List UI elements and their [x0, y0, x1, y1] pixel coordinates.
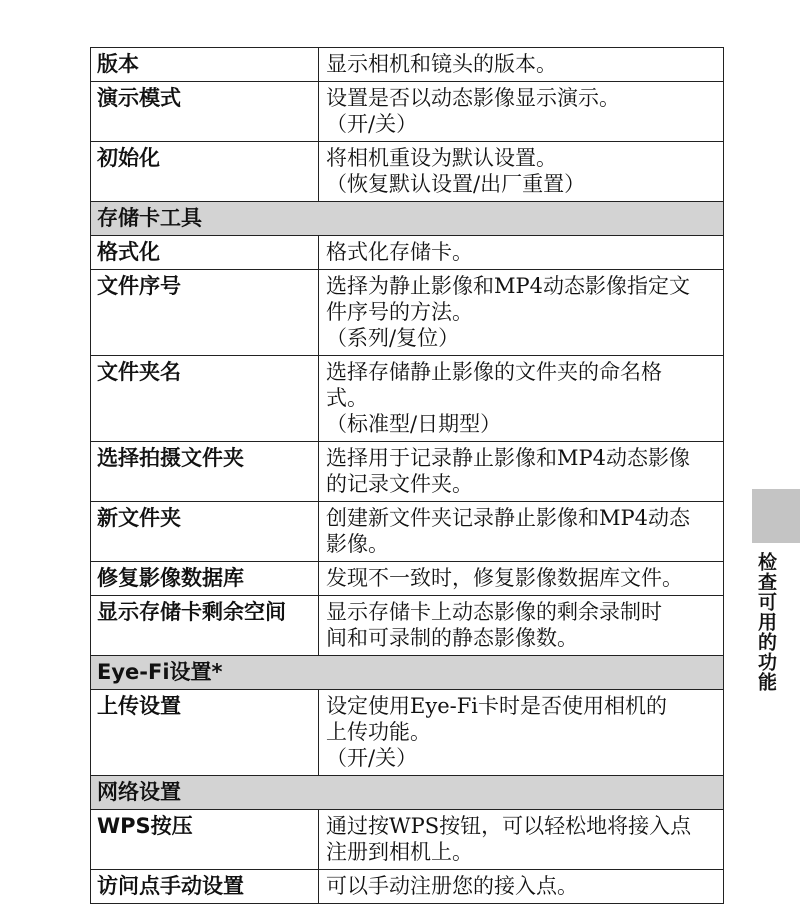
description-line: （恢复默认设置/出厂重置）	[326, 172, 586, 196]
section-title: Eye-Fi设置*	[91, 656, 724, 690]
setting-name: 初始化	[91, 142, 319, 202]
setting-description	[319, 596, 724, 656]
setting-row	[91, 442, 724, 502]
description-line: 创建新文件夹记录静止影像和MP4动态	[326, 506, 690, 530]
setting-description	[319, 562, 724, 596]
setting-name: 版本	[91, 48, 319, 82]
description-line: 通过按WPS按钮，可以轻松地将接入点	[326, 814, 692, 838]
description-line: 选择用于记录静止影像和MP4动态影像	[326, 446, 690, 470]
setting-description	[319, 48, 724, 82]
setting-description	[319, 82, 724, 142]
setting-row	[91, 690, 724, 776]
setting-description	[319, 810, 724, 870]
setting-name: 上传设置	[91, 690, 319, 776]
description-line: 选择为静止影像和MP4动态影像指定文	[326, 274, 690, 298]
description-line: （开/关）	[326, 112, 418, 136]
setting-description	[319, 502, 724, 562]
setting-name: 选择拍摄文件夹	[91, 442, 319, 502]
setting-name: 格式化	[91, 236, 319, 270]
setting-row	[91, 236, 724, 270]
description-line: （标准型/日期型）	[326, 412, 502, 436]
setting-name: 文件夹名	[91, 356, 319, 442]
description-line: 上传功能。	[326, 720, 431, 744]
setting-row	[91, 270, 724, 356]
description-line: 显示相机和镜头的版本。	[326, 52, 557, 76]
setting-name: 显示存储卡剩余空间	[91, 596, 319, 656]
setting-name: WPS按压	[91, 810, 319, 870]
setting-name: 新文件夹	[91, 502, 319, 562]
description-line: 式。	[326, 386, 368, 410]
settings-table-body	[91, 48, 724, 904]
setting-name: 演示模式	[91, 82, 319, 142]
setting-row	[91, 870, 724, 904]
description-line: 格式化存储卡。	[326, 240, 473, 264]
setting-name: 修复影像数据库	[91, 562, 319, 596]
description-line: 影像。	[326, 532, 389, 556]
setting-row	[91, 356, 724, 442]
setting-row	[91, 562, 724, 596]
settings-table	[90, 47, 724, 904]
chapter-side-label: 检查可用的功能	[755, 552, 777, 692]
section-header-row	[91, 776, 724, 810]
description-line: 注册到相机上。	[326, 840, 473, 864]
description-line: 选择存储静止影像的文件夹的命名格	[326, 360, 662, 384]
section-title: 存储卡工具	[91, 202, 724, 236]
setting-row	[91, 502, 724, 562]
setting-row	[91, 82, 724, 142]
setting-description	[319, 142, 724, 202]
setting-row	[91, 810, 724, 870]
section-header-row	[91, 202, 724, 236]
description-line: 显示存储卡上动态影像的剩余录制时	[326, 600, 662, 624]
section-title: 网络设置	[91, 776, 724, 810]
description-line: 设定使用Eye-Fi卡时是否使用相机的	[326, 694, 668, 718]
setting-description	[319, 270, 724, 356]
setting-description	[319, 870, 724, 904]
description-line: 设置是否以动态影像显示演示。	[326, 86, 620, 110]
chapter-tab	[752, 489, 800, 543]
setting-name: 访问点手动设置	[91, 870, 319, 904]
description-line: 间和可录制的静态影像数。	[326, 626, 578, 650]
description-line: （开/关）	[326, 746, 418, 770]
description-line: 的记录文件夹。	[326, 472, 473, 496]
setting-row	[91, 596, 724, 656]
setting-description	[319, 690, 724, 776]
description-line: 将相机重设为默认设置。	[326, 146, 557, 170]
setting-row	[91, 142, 724, 202]
setting-row	[91, 48, 724, 82]
section-header-row	[91, 656, 724, 690]
setting-description	[319, 356, 724, 442]
setting-name: 文件序号	[91, 270, 319, 356]
description-line: 可以手动注册您的接入点。	[326, 874, 578, 898]
setting-description	[319, 236, 724, 270]
description-line: （系列/复位）	[326, 326, 460, 350]
description-line: 发现不一致时，修复影像数据库文件。	[326, 566, 683, 590]
description-line: 件序号的方法。	[326, 300, 473, 324]
setting-description	[319, 442, 724, 502]
